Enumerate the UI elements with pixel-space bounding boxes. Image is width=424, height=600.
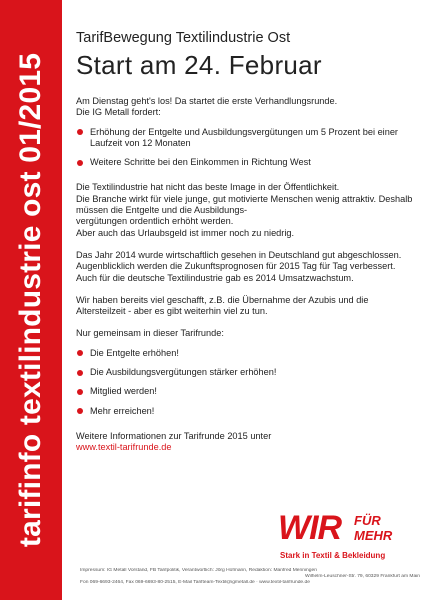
list-item [76,386,414,397]
bullet-icon [77,389,83,395]
sidebar-title: tarifinfo textilindustrie ost 01/2015 [14,52,47,548]
paragraph-1-line-4: Aber auch das Urlaubsgeld ist immer noch zu niedrig. [76,227,295,238]
paragraph-1-line-2: Die Branche wirkt für viele junge, gut motivierte Menschen wenig attraktiv. Deshalb müssen die Entgelte und die Ausbildungs- [76,193,413,216]
imprint-footer [80,568,420,587]
list-item [76,348,414,359]
imprint-line-3: Fon 069-6693-2464, Fax 069-6693-80-2515, E-Mail Tarifteam-Textil@igmetall.de · www.textil-tarifrunde.de [80,580,310,586]
together-list [76,348,414,417]
wir-fuer-mehr-logo [272,509,418,569]
demands-list [76,127,414,169]
spacer [76,284,414,295]
kicker: TarifBewegung Textilindustrie Ost [76,30,291,46]
imprint-line-1: Impressum: IG Metall Vorstand, FB Tarifpolitik, Verantwortlich: Jörg Hofmann, Redaktion: Manfred Menningen [80,568,317,573]
spacer [76,239,414,250]
bullet-icon [77,129,83,135]
bullet-icon [77,350,83,356]
intro-line-1: Am Dienstag geht's los! Da startet die erste Verhandlungsrunde. [76,96,338,106]
paragraph-3: Wir haben bereits viel geschafft, z.B. die Übernahme der Azubis und die Altersteilzeit - aber es gibt weiterhin viel zu tun. [76,294,369,317]
together-text: Die Ausbildungsvergütungen stärker erhöhen! [90,367,277,378]
demand-text: Erhöhung der Entgelte und Ausbildungsvergütungen um 5 Prozent bei einer Laufzeit von 12 Monaten [90,126,398,148]
logo-slogan: Stark in Textil & Bekleidung [280,551,386,560]
list-item [76,406,414,417]
list-item [76,367,414,378]
imprint-line-2: Wilhelm-Leuschner-Str. 79, 60329 Frankfurt am Main [305,574,420,580]
logo-wir: WIR [278,509,342,547]
paragraph-2: Das Jahr 2014 wurde wirtschaftlich gesehen in Deutschland gut abgeschlossen. Augenblicklich werden die Zukunftsprognosen für 2015 Tag für Tag verbessert. Auch für die deutsche Textilindustrie gab es 2014 Umsatzwachstum. [76,249,402,283]
bullet-icon [77,160,83,166]
intro-line-2: Die IG Metall fordert: [76,107,161,118]
bullet-icon [77,408,83,414]
list-item [76,127,414,150]
website-link[interactable]: www.textil-tarifrunde.de [76,442,172,453]
spacer [76,317,414,328]
more-info: Weitere Informationen zur Tarifrunde 2015 unter [76,430,272,441]
together-intro: Nur gemeinsam in dieser Tarifrunde: [76,328,224,339]
together-text: Die Entgelte erhöhen! [90,347,179,358]
page-title: Start am 24. Februar [76,50,322,80]
spacer [76,417,414,431]
spacer [76,168,414,182]
logo-mehr: MEHR [354,528,393,543]
red-sidebar [0,0,62,600]
list-item [76,157,414,168]
bullet-icon [77,370,83,376]
article-body [76,96,414,454]
together-text: Mehr erreichen! [90,405,155,416]
paragraph-1-line-1: Die Textilindustrie hat nicht das beste Image in der Öffentlichkeit. [76,182,340,193]
demand-text: Weitere Schritte bei den Einkommen in Richtung West [90,157,311,168]
together-text: Mitglied werden! [90,386,157,397]
logo-fuer: FÜR [354,513,381,528]
paragraph-1-line-3: vergütungen ordentlich erhöht werden. [76,216,234,227]
